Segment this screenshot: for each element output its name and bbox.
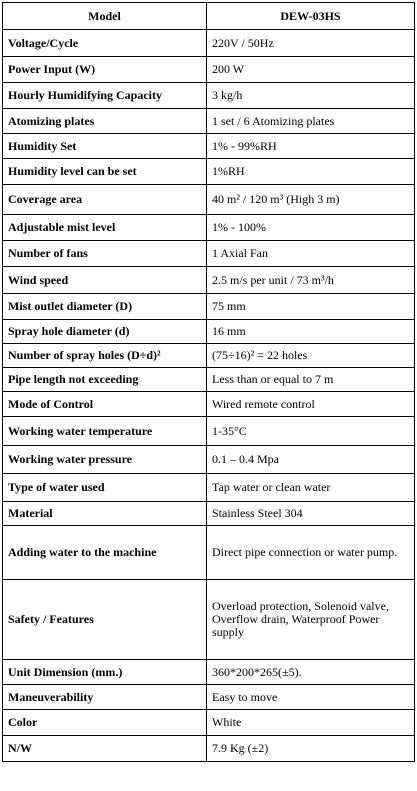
spec-value: 1%RH — [207, 159, 415, 185]
spec-value: 75 mm — [207, 294, 415, 320]
spec-rows — [3, 30, 415, 762]
spec-value: White — [207, 710, 415, 736]
table-row — [3, 474, 415, 502]
table-row — [3, 368, 415, 392]
spec-value: 1-35°C — [207, 417, 415, 446]
spec-value: 1% - 99%RH — [207, 134, 415, 159]
spec-value: 1% - 100% — [207, 215, 415, 241]
spec-label: Color — [3, 710, 207, 736]
spec-value: 360*200*265(±5). — [207, 660, 415, 685]
spec-label: Spray hole diameter (d) — [3, 320, 207, 344]
table-row — [3, 215, 415, 241]
table-row — [3, 320, 415, 344]
spec-label: Unit Dimension (mm.) — [3, 660, 207, 685]
table-row — [3, 392, 415, 417]
spec-label: Wind speed — [3, 267, 207, 294]
table-row — [3, 660, 415, 685]
spec-label: Number of fans — [3, 241, 207, 267]
spec-value: 2.5 m/s per unit / 73 m³/h — [207, 267, 415, 294]
spec-label: Adjustable mist level — [3, 215, 207, 241]
spec-label: Power Input (W) — [3, 57, 207, 83]
spec-label: Pipe length not exceeding — [3, 368, 207, 392]
table-row — [3, 526, 415, 580]
spec-label: Coverage area — [3, 185, 207, 215]
spec-value: Wired remote control — [207, 392, 415, 417]
spec-table — [2, 2, 415, 762]
spec-value: 40 m² / 120 m³ (High 3 m) — [207, 185, 415, 215]
model-header: Model — [3, 3, 207, 30]
spec-label: Type of water used — [3, 474, 207, 502]
spec-label: Voltage/Cycle — [3, 30, 207, 57]
spec-label: Safety / Features — [3, 580, 207, 660]
model-value: DEW-03HS — [207, 3, 415, 30]
spec-label: Atomizing plates — [3, 109, 207, 134]
spec-label: Hourly Humidifying Capacity — [3, 83, 207, 109]
table-row — [3, 580, 415, 660]
spec-value: 1 Axial Fan — [207, 241, 415, 267]
table-row — [3, 267, 415, 294]
spec-value: 220V / 50Hz — [207, 30, 415, 57]
spec-label: Working water temperature — [3, 417, 207, 446]
spec-value: Less than or equal to 7 m — [207, 368, 415, 392]
table-row — [3, 446, 415, 474]
table-row — [3, 159, 415, 185]
table-row — [3, 83, 415, 109]
spec-label: Mode of Control — [3, 392, 207, 417]
spec-value: 3 kg/h — [207, 83, 415, 109]
spec-value: Easy to move — [207, 685, 415, 710]
table-row — [3, 417, 415, 446]
spec-value: 7.9 Kg (±2) — [207, 736, 415, 762]
spec-label: Mist outlet diameter (D) — [3, 294, 207, 320]
spec-value: 0.1 – 0.4 Mpa — [207, 446, 415, 474]
table-row — [3, 502, 415, 526]
spec-label: Humidity level can be set — [3, 159, 207, 185]
spec-value: Stainless Steel 304 — [207, 502, 415, 526]
table-row — [3, 241, 415, 267]
spec-label: N/W — [3, 736, 207, 762]
table-row — [3, 30, 415, 57]
table-row — [3, 134, 415, 159]
spec-value: (75÷16)² = 22 holes — [207, 344, 415, 368]
spec-label: Number of spray holes (D÷d)² — [3, 344, 207, 368]
spec-value: 16 mm — [207, 320, 415, 344]
table-row — [3, 344, 415, 368]
spec-label: Maneuverability — [3, 685, 207, 710]
spec-label: Material — [3, 502, 207, 526]
spec-value: 1 set / 6 Atomizing plates — [207, 109, 415, 134]
table-row — [3, 710, 415, 736]
table-row — [3, 736, 415, 762]
table-row — [3, 109, 415, 134]
table-row — [3, 185, 415, 215]
spec-label: Working water pressure — [3, 446, 207, 474]
table-row — [3, 685, 415, 710]
spec-value: 200 W — [207, 57, 415, 83]
table-row — [3, 57, 415, 83]
spec-value: Overload protection, Solenoid valve, Overflow drain, Waterproof Power supply — [207, 580, 415, 660]
spec-value: Direct pipe connection or water pump. — [207, 526, 415, 580]
table-row — [3, 294, 415, 320]
table-header-row — [3, 3, 415, 30]
spec-label: Humidity Set — [3, 134, 207, 159]
spec-label: Adding water to the machine — [3, 526, 207, 580]
spec-value: Tap water or clean water — [207, 474, 415, 502]
